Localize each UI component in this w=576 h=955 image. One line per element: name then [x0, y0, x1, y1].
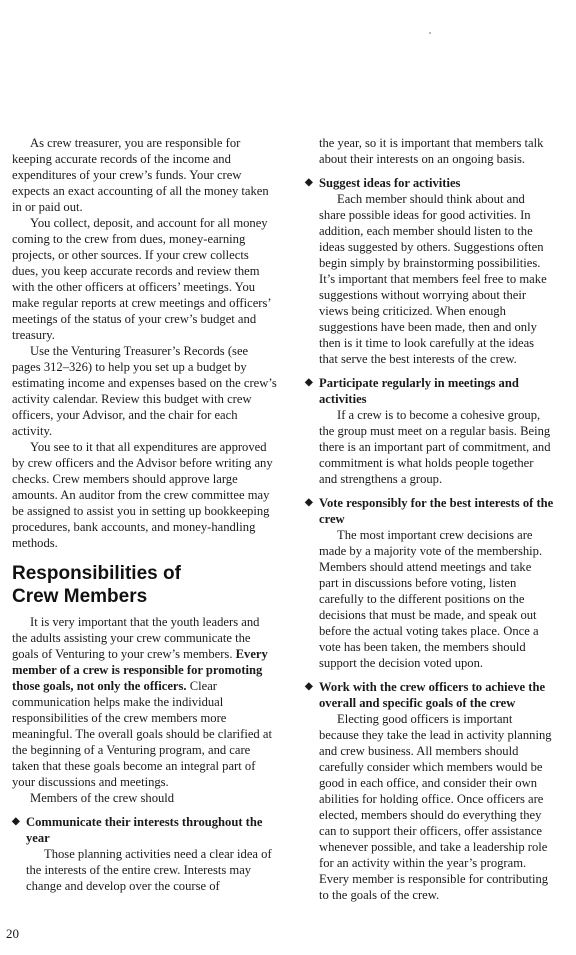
diamond-bullet-icon: ◆	[305, 681, 313, 692]
bullet-vote-responsibly	[305, 495, 554, 671]
goals-text-end: Clear communication helps make the individual responsibilities of the crew members more meaningful. The overall goals should be clarified at the beginning of a Venturing program, and care taken that these goals become an integral part of your discussions and meetings.	[12, 679, 272, 789]
paragraph-communicate-goals	[12, 614, 277, 790]
bullet-heading	[305, 679, 554, 711]
paragraph-expenditures: You see to it that all expenditures are approved by crew officers and the Advisor before writing any checks. Crew members should approve large amounts. An auditor from the crew committee may be assigned to assist you in setting up bookkeeping procedures, bank accounts, and money-handling methods.	[12, 440, 273, 550]
paragraph-continued: the year, so it is important that members talk about their interests on an ongoing basis.	[319, 136, 544, 166]
bullet-heading	[305, 375, 554, 407]
bullet-title: Work with the crew officers to achieve the overall and specific goals of the crew	[319, 680, 546, 710]
bullet-participate-regularly	[305, 375, 554, 487]
bullet-title: Participate regularly in meetings and activities	[319, 376, 519, 406]
left-column	[12, 135, 277, 894]
paragraph-treasurer-records: Use the Venturing Treasurer’s Records (see pages 312–326) to help you set up a budget by estimating income and expenses based on the crew’s activity calendar. Review this budget with crew officers, your Advisor, and the chair for each activity.	[12, 344, 277, 438]
bullet-paragraph: Those planning activities need a clear idea of the interests of the entire crew. Interests may change and develop over the course of	[26, 847, 272, 893]
bullet-body	[305, 711, 554, 903]
bullet-body	[305, 407, 554, 487]
bullet-title: Vote responsibly for the best interests of the crew	[319, 496, 554, 526]
bullet-paragraph: Each member should think about and share possible ideas for good activities. In addition, each member should listen to the ideas suggested by others. Suggestions often begin simply by brainstorming possibilities. It’s important that members feel free to make suggestions without worrying about their views being criticized. When enough suggestions have been made, then and only then is it time to look carefully at the ideas that serve the best interests of the crew.	[319, 192, 547, 366]
bullet-title: Communicate their interests throughout the year	[26, 815, 263, 845]
bullet-body	[305, 527, 554, 671]
continued-text	[305, 135, 554, 167]
bullet-paragraph: Electing good officers is important because they take the lead in activity planning and crew business. All members should carefully consider which members would be good in each office, and consider their own abilities for holding office. Once officers are elected, members should do everything they can to support their officers, offer assistance whenever possible, and take a leadership role for an activity within the year’s program. Every member is responsible for contributing to the goals of the crew.	[319, 712, 552, 902]
paragraph-collect-dues: You collect, deposit, and account for all money coming to the crew from dues, money-earning projects, or other sources. If your crew collects dues, you keep accurate records and review them with the other officers at officers’ meetings. You make regular reports at crew meetings and officers’ meetings of the status of your crew’s budget and treasury.	[12, 216, 271, 342]
bullet-paragraph: The most important crew decisions are made by a majority vote of the membership. Members should attend meetings and take part in discussions before voting, listen carefully to the different positions on the decisions that must be made, and speak out before the actual voting takes place. Once a vote has been taken, the members should support the decision voted upon.	[319, 528, 543, 670]
heading-line-2: Crew Members	[12, 586, 148, 607]
bullet-heading	[12, 814, 277, 846]
bullet-suggest-ideas	[305, 175, 554, 367]
page-number: 20	[6, 926, 19, 941]
goals-bold-text: Every member of a crew is responsible for promoting those goals, not only the officers.	[12, 647, 268, 693]
bullet-communicate-interests	[12, 814, 277, 894]
bullet-title: Suggest ideas for activities	[319, 176, 461, 190]
bullet-heading	[305, 495, 554, 527]
diamond-bullet-icon: ◆	[305, 497, 313, 508]
diamond-bullet-icon: ◆	[305, 177, 313, 188]
goals-text-start: It is very important that the youth leaders and the adults assisting your crew communicate the goals of Venturing to your crew’s members.	[12, 615, 260, 661]
paragraph-treasurer-intro: As crew treasurer, you are responsible for keeping accurate records of the income and expenditures of your crew’s funds. Your crew expects an exact accounting of all the money taken in or paid out.	[12, 136, 269, 214]
bullet-body	[305, 191, 554, 367]
section-heading	[12, 562, 277, 608]
diamond-bullet-icon: ◆	[305, 377, 313, 388]
bullet-heading	[305, 175, 554, 191]
diamond-bullet-icon: ◆	[12, 816, 20, 827]
corner-mark	[429, 32, 431, 34]
heading-line-1: Responsibilities of	[12, 563, 181, 584]
bullet-paragraph: If a crew is to become a cohesive group, the group must meet on a regular basis. Being there is an important part of commitment, and commitment is what holds people together and strengthens a group.	[319, 408, 551, 486]
right-column	[305, 135, 554, 903]
bullet-body	[12, 846, 277, 894]
paragraph-members-should: Members of the crew should	[30, 791, 175, 805]
bullet-work-with-officers	[305, 679, 554, 903]
